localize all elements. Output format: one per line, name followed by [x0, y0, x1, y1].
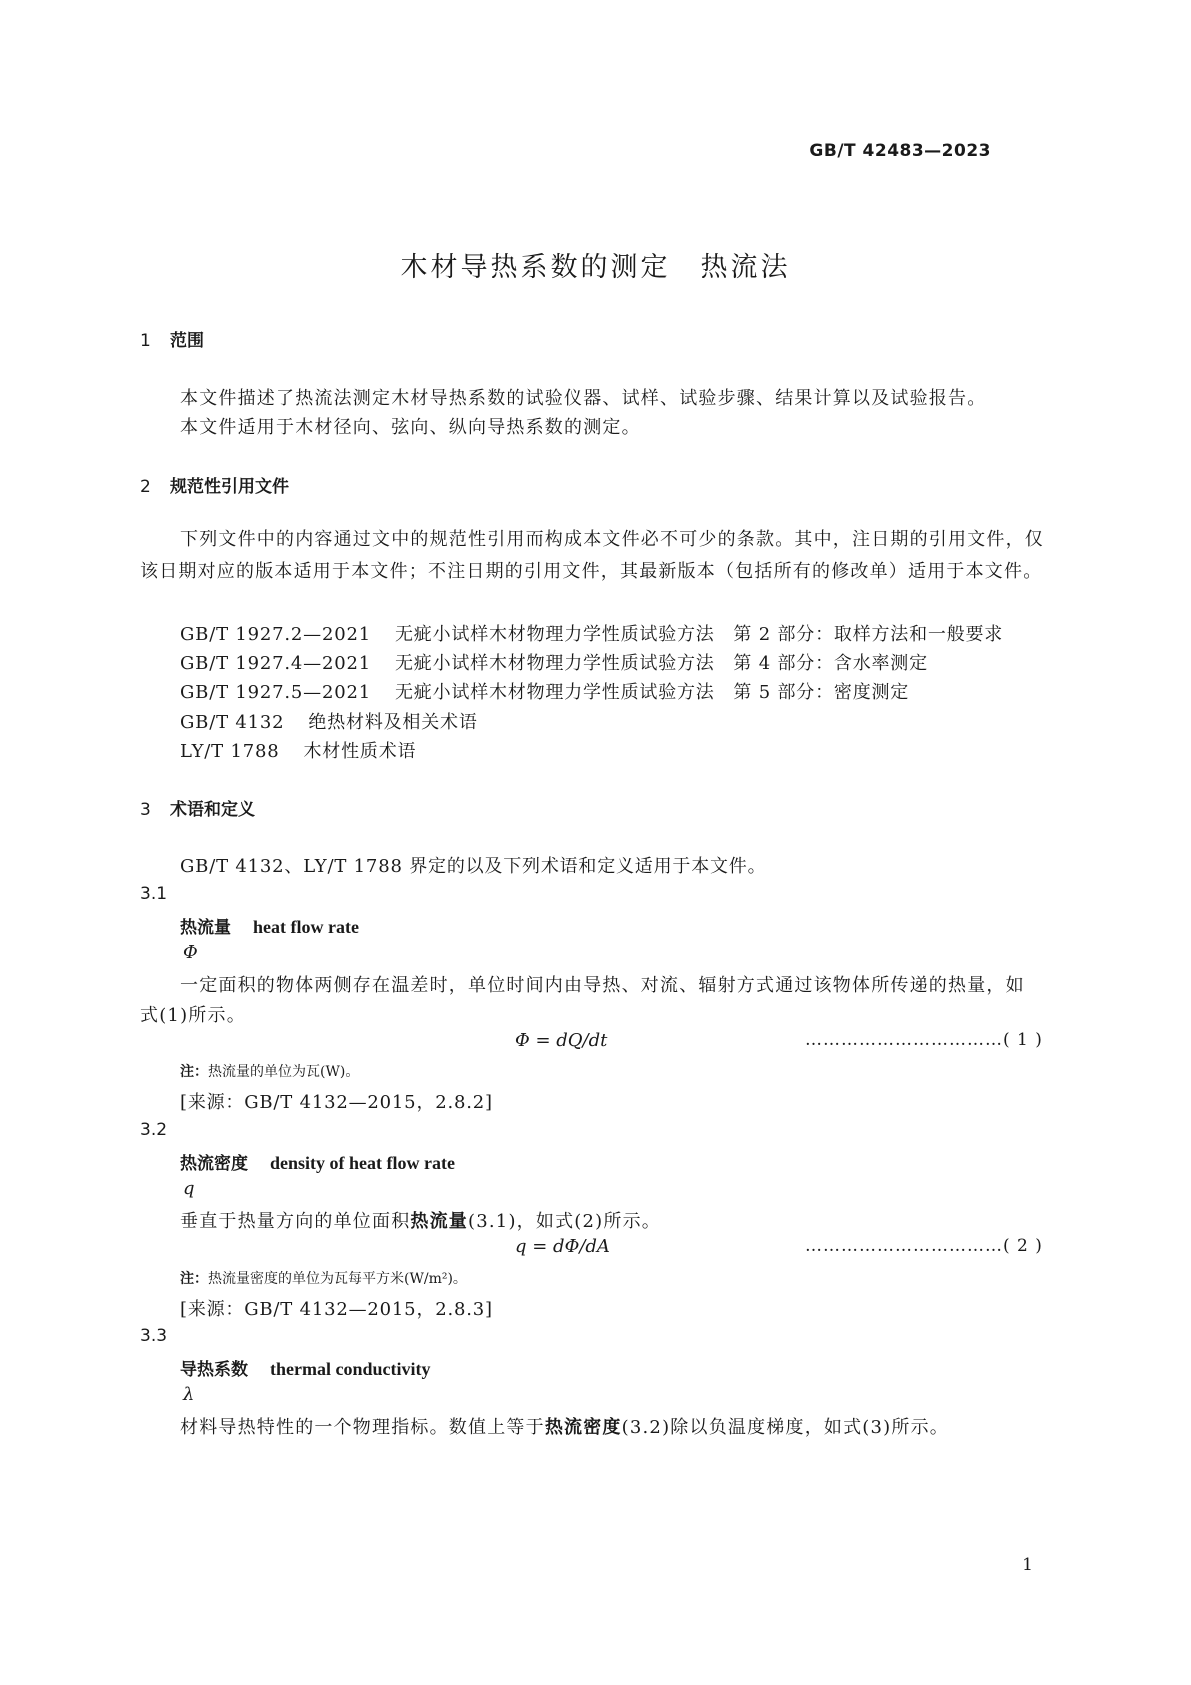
reference-title: 绝热材料及相关术语	[308, 712, 478, 733]
source-citation: [来源：GB/T 4132—2015，2.8.2]	[180, 1092, 493, 1113]
cross-reference-term: 热流量	[410, 1211, 469, 1232]
term-zh: 导热系数	[180, 1360, 248, 1380]
leader-dots: ……………………………	[805, 1030, 1003, 1050]
definition-line: 式(1)所示。	[140, 1005, 246, 1026]
note-text: 热流量密度的单位为瓦每平方米(W/m²)。	[208, 1271, 467, 1287]
reference-code: LY/T 1788	[180, 741, 280, 762]
clause-number: 3.2	[140, 1120, 168, 1140]
reference-code: GB/T 1927.5—2021	[180, 682, 371, 703]
section-title: 术语和定义	[170, 800, 255, 820]
definition-line	[180, 1413, 949, 1439]
paragraph: GB/T 4132、LY/T 1788 界定的以及下列术语和定义适用于本文件。	[180, 856, 767, 877]
term-symbol: Φ	[183, 942, 198, 963]
definition-text: 垂直于热量方向的单位面积	[180, 1211, 411, 1232]
section-heading-2	[140, 472, 289, 497]
term-heading	[180, 1355, 430, 1380]
definition-text: (3.2)除以负温度梯度，如式(3)所示。	[621, 1417, 949, 1438]
reference-title: 无疵小试样木材物理力学性质试验方法 第 2 部分：取样方法和一般要求	[395, 624, 1004, 645]
section-heading-3	[140, 795, 255, 820]
clause-number: 3.1	[140, 884, 168, 904]
source-citation: [来源：GB/T 4132—2015，2.8.3]	[180, 1299, 493, 1320]
leader-dots: ……………………………	[805, 1236, 1003, 1256]
reference-code: GB/T 4132	[180, 712, 285, 733]
equation-leader	[805, 1236, 1043, 1256]
equation-number: ( 1 )	[1003, 1030, 1043, 1050]
reference-item	[180, 649, 928, 675]
section-number: 1	[140, 331, 151, 351]
term-en: density of heat flow rate	[270, 1153, 455, 1173]
section-number: 3	[140, 800, 151, 820]
note-text: 热流量的单位为瓦(W)。	[208, 1064, 360, 1080]
term-en: heat flow rate	[253, 917, 359, 937]
formula-1: Φ = dQ/dt	[515, 1030, 608, 1051]
note-label: 注：	[180, 1271, 208, 1287]
paragraph: 下列文件中的内容通过文中的规范性引用而构成本文件必不可少的条款。其中，注日期的引用文件，仅该日期对应的版本适用于本文件；不注日期的引用文件，其最新版本（包括所有的修改单）适用于本文件。	[140, 529, 1044, 582]
page-title: 木材导热系数的测定 热流法	[400, 252, 791, 283]
cross-reference-term: 热流密度	[544, 1417, 622, 1438]
term-symbol: q	[183, 1178, 195, 1199]
term-heading	[180, 1149, 455, 1174]
reference-title: 无疵小试样木材物理力学性质试验方法 第 4 部分：含水率测定	[395, 653, 928, 674]
equation-number: ( 2 )	[1003, 1236, 1043, 1256]
definition-text: (3.1)，如式(2)所示。	[468, 1211, 661, 1232]
definition-line: 一定面积的物体两侧存在温差时，单位时间内由导热、对流、辐射方式通过该物体所传递的热量，如	[180, 975, 1025, 996]
term-symbol: λ	[183, 1384, 195, 1405]
section-number: 2	[140, 477, 151, 497]
paragraph: 本文件描述了热流法测定木材导热系数的试验仪器、试样、试验步骤、结果计算以及试验报告。	[180, 388, 987, 409]
equation-leader	[805, 1030, 1043, 1050]
note	[180, 1268, 467, 1288]
reference-item	[180, 737, 416, 763]
reference-item	[180, 708, 478, 734]
formula-2: q = dΦ/dA	[515, 1236, 610, 1257]
term-en: thermal conductivity	[270, 1359, 431, 1379]
term-heading	[180, 913, 359, 938]
document-number: GB/T 42483—2023	[809, 141, 991, 161]
term-zh: 热流密度	[180, 1154, 248, 1174]
section-title: 范围	[170, 331, 204, 351]
section-title: 规范性引用文件	[170, 477, 289, 497]
reference-item	[180, 678, 909, 704]
paragraph: 本文件适用于木材径向、弦向、纵向导热系数的测定。	[180, 417, 641, 438]
term-zh: 热流量	[180, 918, 231, 938]
note	[180, 1061, 359, 1081]
reference-code: GB/T 1927.4—2021	[180, 653, 371, 674]
reference-title: 无疵小试样木材物理力学性质试验方法 第 5 部分：密度测定	[395, 682, 910, 703]
note-label: 注：	[180, 1064, 208, 1080]
reference-code: GB/T 1927.2—2021	[180, 624, 371, 645]
reference-title: 木材性质术语	[303, 741, 417, 762]
section-heading-1	[140, 326, 204, 351]
definition-line	[180, 1207, 661, 1233]
definition-text: 材料导热特性的一个物理指标。数值上等于	[180, 1417, 545, 1438]
reference-item	[180, 620, 1003, 646]
page-number: 1	[1022, 1555, 1033, 1575]
clause-number: 3.3	[140, 1326, 168, 1346]
